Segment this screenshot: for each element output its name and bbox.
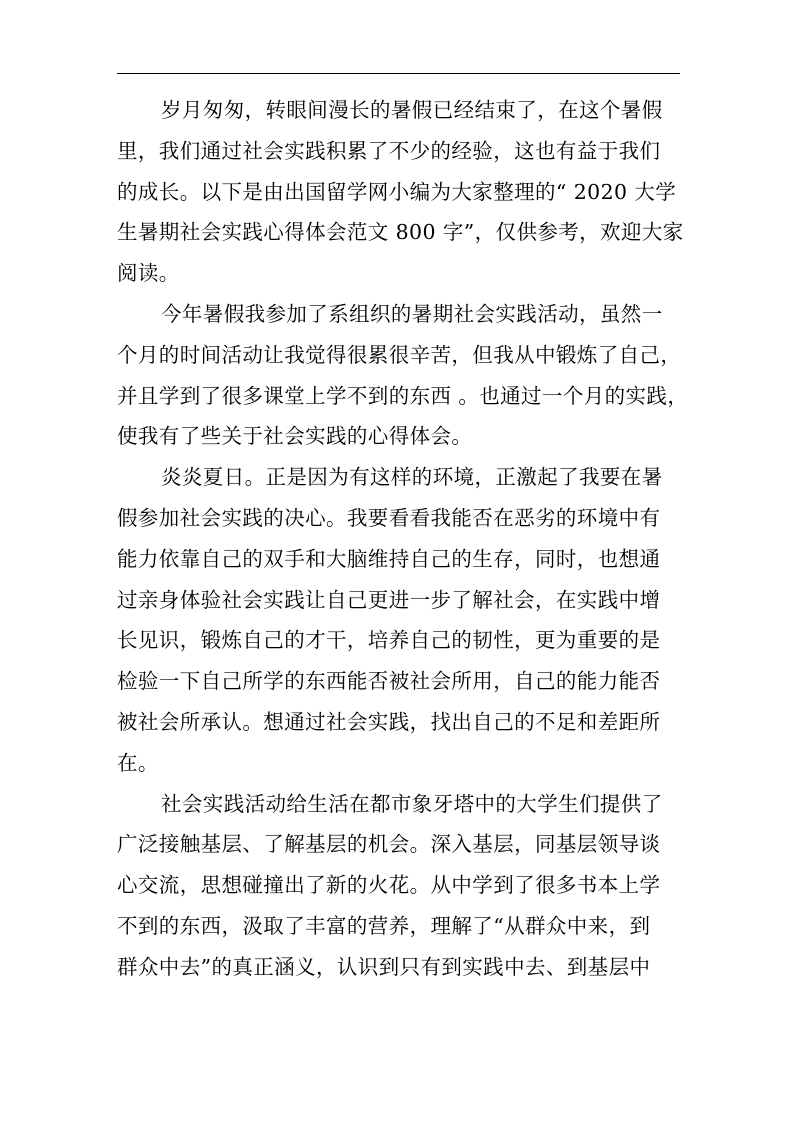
paragraph [117, 457, 687, 783]
text-line: 在。 [117, 750, 159, 775]
text-line: 并且学到了很多课堂上学不到的东西 。也通过一个月的实践， [117, 383, 689, 408]
text-line: 不到的东西，汲取了丰富的营养，理解了“从群众中来，到 [117, 913, 651, 938]
text-line: 心交流，思想碰撞出了新的火花。从中学到了很多书本上学 [117, 873, 661, 898]
text-line: 的成长。以下是由出国留学网小编为大家整理的“ 2020 大学 [117, 179, 677, 204]
text-line: 社会实践活动给生活在都市象牙塔中的大学生们提供了 [161, 791, 663, 816]
text-line: 今年暑假我参加了系组织的暑期社会实践活动，虽然一 [161, 301, 663, 326]
paragraph [117, 294, 687, 457]
text-line: 群众中去”的真正涵义，认识到只有到实践中去、到基层中 [117, 954, 651, 979]
text-line: 使我有了些关于社会实践的心得体会。 [117, 424, 473, 449]
text-line: 广泛接触基层、了解基层的机会。深入基层，同基层领导谈 [117, 832, 661, 857]
text-line: 被社会所承认。想通过社会实践，找出自己的不足和差距所 [117, 709, 661, 734]
text-line: 生暑期社会实践心得体会范文 800 字”，仅供参考，欢迎大家 [117, 220, 684, 245]
header-rule [117, 73, 680, 74]
paragraph [117, 90, 687, 294]
text-line: 岁月匆匆，转眼间漫长的暑假已经结束了，在这个暑假 [161, 98, 663, 122]
paragraph [117, 784, 687, 988]
text-line: 过亲身体验社会实践让自己更进一步了解社会，在实践中增 [117, 587, 661, 612]
body-text [117, 90, 687, 988]
text-line: 炎炎夏日。正是因为有这样的环境，正激起了我要在暑 [161, 465, 663, 490]
text-line: 长见识，锻炼自己的才干，培养自己的韧性，更为重要的是 [117, 628, 661, 653]
text-line: 里，我们通过社会实践积累了不少的经验，这也有益于我们 [117, 138, 661, 163]
text-line: 检验一下自己所学的东西能否被社会所用，自己的能力能否 [117, 669, 661, 694]
text-line: 阅读。 [117, 261, 180, 286]
text-line: 假参加社会实践的决心。我要看看我能否在恶劣的环境中有 [117, 505, 661, 530]
text-line: 个月的时间活动让我觉得很累很辛苦，但我从中锻炼了自己， [117, 342, 682, 367]
text-line: 能力依靠自己的双手和大脑维持自己的生存，同时，也想通 [117, 546, 661, 571]
